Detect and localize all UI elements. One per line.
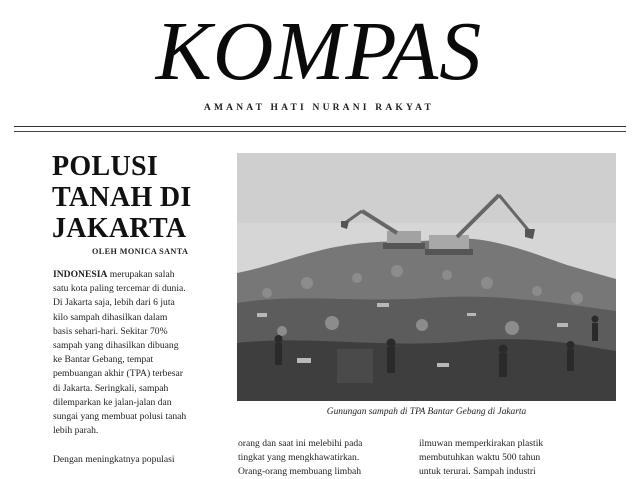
garbage-pile-front — [237, 339, 616, 401]
article-column-2 — [238, 437, 403, 477]
lead-word: INDONESIA — [53, 269, 108, 280]
newspaper-title: KOMPAS — [155, 5, 483, 98]
body-line: ke Bantar Gebang, tempat — [53, 354, 154, 366]
body-line: satu kota paling tercemar di dunia. — [53, 283, 186, 295]
body-line: Dengan meningkatnya populasi — [53, 453, 175, 465]
body-line: di Jakarta. Seringkali, sampah — [53, 382, 169, 394]
body-line-rest: merupakan salah — [107, 269, 175, 280]
body-line: untuk terurai. Sampah industri — [419, 466, 536, 477]
body-line: lebih parah. — [53, 425, 99, 437]
body-line: Di Jakarta saja, lebih dari 6 juta — [53, 297, 175, 309]
article-column-1 — [53, 268, 233, 479]
article-headline — [52, 151, 232, 244]
body-line — [53, 268, 233, 282]
body-line: tingkat yang mengkhawatirkan. — [238, 452, 360, 464]
body-line: membutuhkan waktu 500 tahun — [419, 452, 541, 464]
photo-caption: Gunungan sampah di TPA Bantar Gebang di Jakarta — [326, 407, 527, 417]
headline-line: TANAH DI — [52, 182, 192, 213]
body-line: kilo sampah dihasilkan dalam — [53, 311, 168, 323]
body-line: Orang-orang membuang limbah — [238, 466, 362, 477]
body-line: orang dan saat ini melebihi pada — [238, 438, 363, 449]
article-photo — [237, 153, 616, 401]
photo-sky-upper — [237, 153, 616, 223]
landfill-illustration — [237, 153, 616, 401]
article-column-3 — [419, 437, 609, 477]
headline-line: POLUSI — [52, 151, 159, 182]
body-line: basis sehari-hari. Sekitar 70% — [53, 325, 168, 337]
body-line: sampah yang dihasilkan dibuang — [53, 340, 179, 352]
masthead-rule-thin — [14, 131, 626, 132]
body-line — [53, 438, 233, 452]
body-line: dilemparkan ke jalan-jalan dan — [53, 396, 172, 408]
masthead-rule-thick — [14, 126, 626, 127]
body-line: pembuangan akhir (TPA) terbesar — [53, 368, 183, 380]
body-line: ilmuwan memperkirakan plastik — [419, 438, 544, 449]
newspaper-tagline: AMANAT HATI NURANI RAKYAT — [203, 103, 435, 113]
basket — [337, 349, 373, 383]
article-byline: OLEH MONICA SANTA — [92, 247, 189, 256]
headline-line: JAKARTA — [52, 213, 187, 244]
body-line: sungai yang membuat polusi tanah — [53, 411, 187, 423]
